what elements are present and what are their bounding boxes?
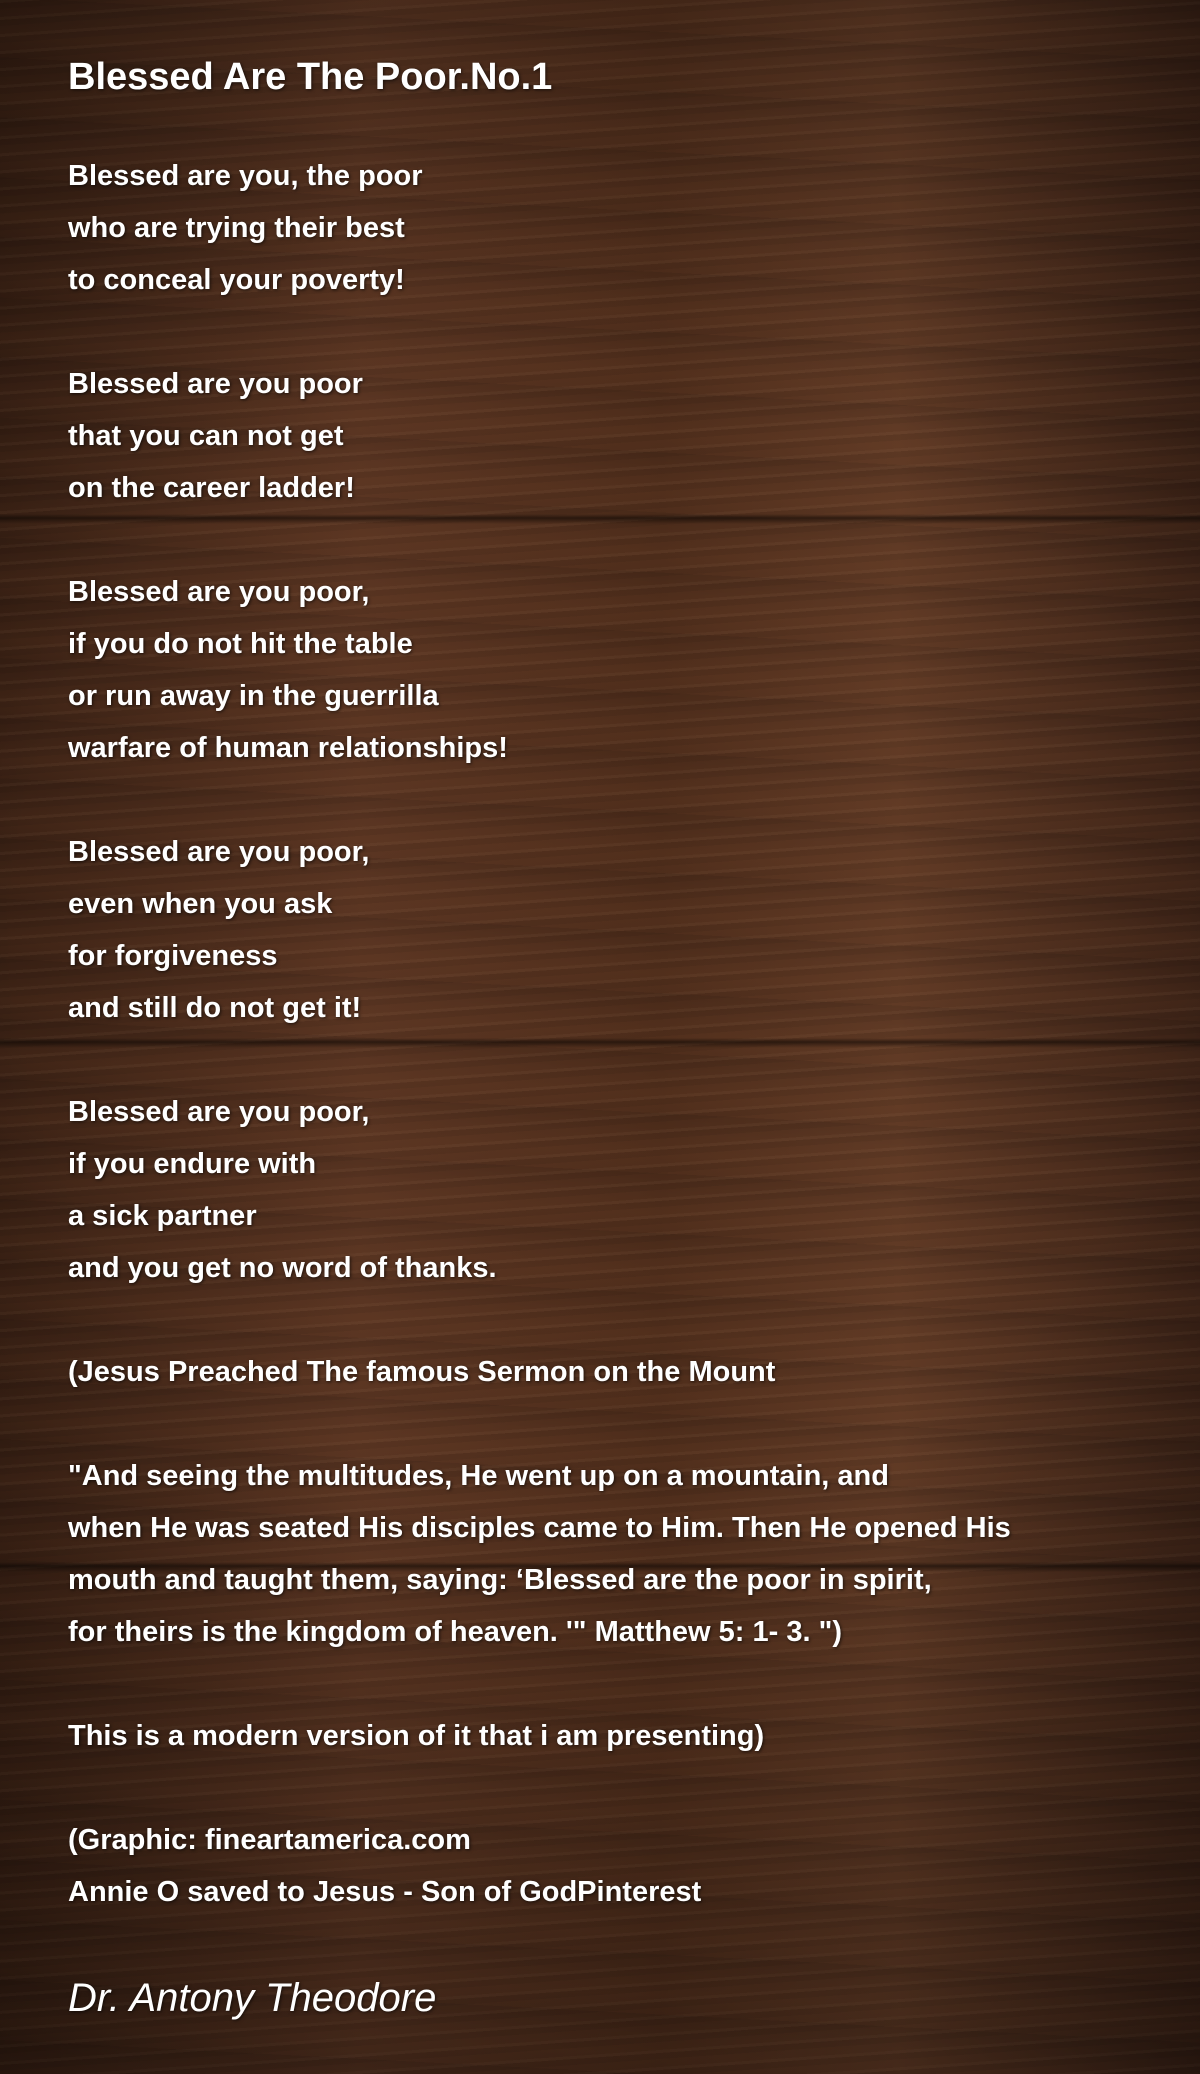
poem-line: and still do not get it!	[68, 992, 362, 1024]
poem-body	[68, 150, 1168, 1970]
poem-line: warfare of human relationships!	[68, 732, 508, 764]
poem-line: if you endure with	[68, 1148, 317, 1180]
poem-line: mouth and taught them, saying: ‘Blessed are the poor in spirit,	[68, 1564, 932, 1596]
stanza-4	[68, 826, 1168, 1034]
poem-line: Blessed are you poor,	[68, 1096, 370, 1128]
poem-line: who are trying their best	[68, 212, 405, 244]
poem-title: Blessed Are The Poor.No.1	[68, 56, 553, 98]
poem-line: "And seeing the multitudes, He went up on a mountain, and	[68, 1460, 889, 1492]
poem-line: Blessed are you poor,	[68, 576, 370, 608]
poem-line: for forgiveness	[68, 940, 278, 972]
poem-line: for theirs is the kingdom of heaven. '" Matthew 5: 1- 3. ")	[68, 1616, 843, 1648]
stanza-2	[68, 358, 1168, 514]
poem-line: on the career ladder!	[68, 472, 355, 504]
poem-line: when He was seated His disciples came to Him. Then He opened His	[68, 1512, 1011, 1544]
stanza-3	[68, 566, 1168, 774]
poem-line: Annie O saved to Jesus - Son of GodPinterest	[68, 1876, 702, 1908]
poem-line: Blessed are you, the poor	[68, 160, 423, 192]
stanza-9	[68, 1814, 1168, 1918]
poem-line: (Graphic: fineartamerica.com	[68, 1824, 471, 1856]
stanza-8	[68, 1710, 1168, 1762]
poem-line: (Jesus Preached The famous Sermon on the Mount	[68, 1356, 776, 1388]
stanza-1	[68, 150, 1168, 306]
poem-line: to conceal your poverty!	[68, 264, 405, 296]
stanza-7	[68, 1450, 1168, 1658]
poem-line: and you get no word of thanks.	[68, 1252, 497, 1284]
poem-line: Blessed are you poor,	[68, 836, 370, 868]
poem-line: that you can not get	[68, 420, 344, 452]
poem-line: or run away in the guerrilla	[68, 680, 439, 712]
poem-line: Blessed are you poor	[68, 368, 363, 400]
stanza-6	[68, 1346, 1168, 1398]
poem-line: This is a modern version of it that i am presenting)	[68, 1720, 765, 1752]
author-name: Dr. Antony Theodore	[68, 1976, 437, 2020]
poem-line: a sick partner	[68, 1200, 257, 1232]
poem-line: even when you ask	[68, 888, 333, 920]
poem-line: if you do not hit the table	[68, 628, 413, 660]
stanza-5	[68, 1086, 1168, 1294]
